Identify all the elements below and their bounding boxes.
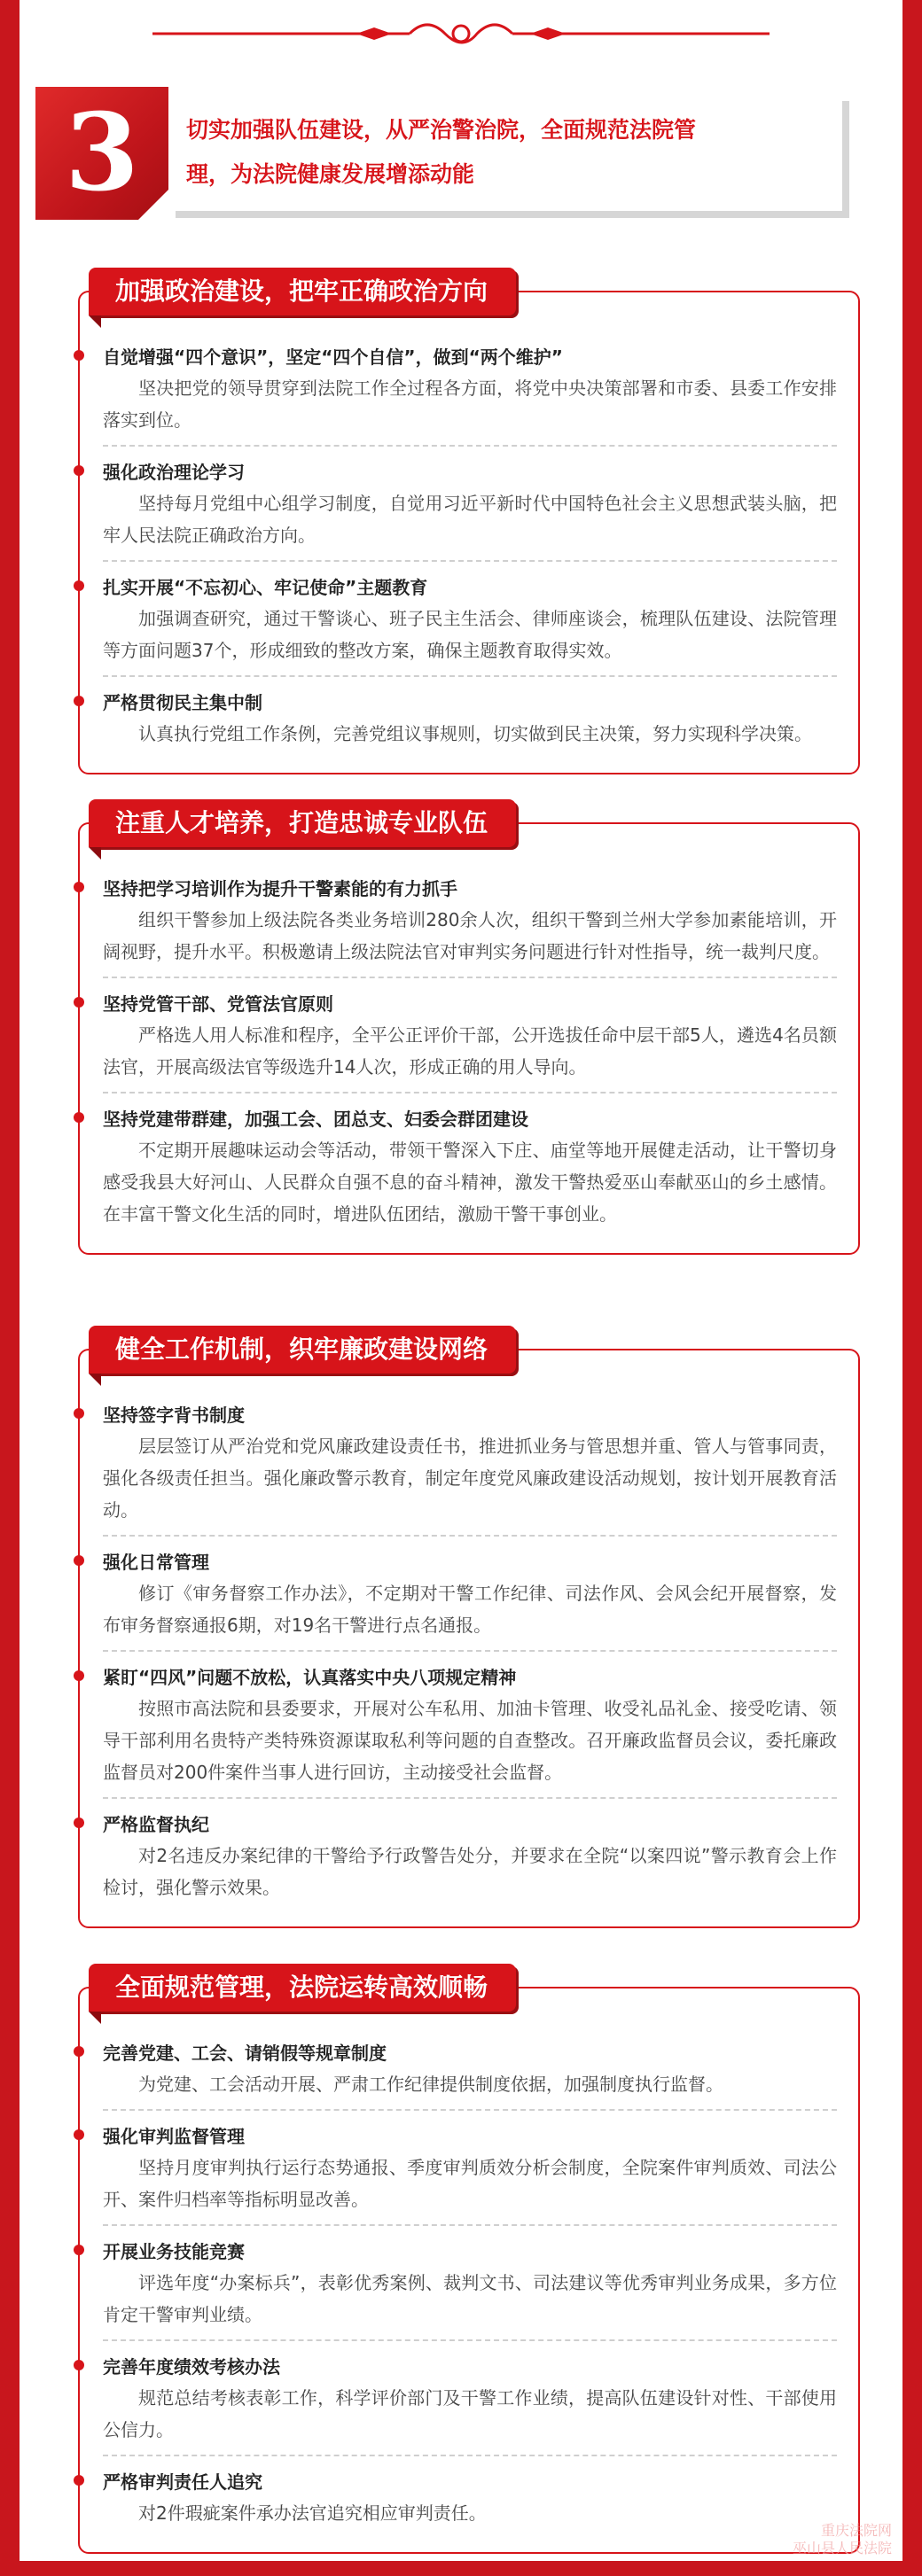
bullet-dot bbox=[74, 1408, 84, 1419]
list-item bbox=[103, 2111, 837, 2226]
badge-fold-corner bbox=[138, 190, 168, 220]
item-text: 加强调查研究，通过干警谈心、班子民主生活会、律师座谈会，梳理队伍建设、法院管理等方面问题37个，形成细致的整改方案，确保主题教育取得实效。 bbox=[103, 608, 837, 661]
list-item bbox=[103, 562, 837, 677]
bullet-dot bbox=[74, 465, 84, 476]
header-title-panel bbox=[168, 94, 842, 211]
item-text: 组织干警参加上级法院各类业务培训280余人次，组织干警到兰州大学参加素能培训，开阔视野，提升水平。积极邀请上级法院法官对审判实务问题进行针对性指导，统一裁判尺度。 bbox=[103, 909, 837, 962]
item-heading: 坚持签字背书制度 bbox=[103, 1405, 245, 1426]
section-integrity-mechanism bbox=[78, 1335, 860, 1928]
item-text: 按照市高法院和县委要求，开展对公车私用、加油卡管理、收受礼品礼金、接受吃请、领导干部利用名贵特产类特殊资源谋取私利等问题的自查整改。召开廉政监督员会议，委托廉政监督员对200件案件当事人进行回访，主动接受社会监督。 bbox=[103, 1698, 837, 1783]
list-item bbox=[103, 1389, 837, 1537]
list-item bbox=[103, 447, 837, 562]
item-text: 为党建、工会活动开展、严肃工作纪律提供制度依据，加强制度执行监督。 bbox=[138, 2074, 723, 2095]
bullet-dot bbox=[74, 1112, 84, 1123]
item-heading: 严格审判责任人追究 bbox=[103, 2471, 262, 2493]
item-text: 坚持月度审判执行运行态势通报、季度审判质效分析会制度，全院案件审判质效、司法公开、案件归档率等指标明显改善。 bbox=[103, 2157, 837, 2210]
list-item bbox=[103, 1093, 837, 1239]
section-title: 健全工作机制，织牢廉政建设网络 bbox=[89, 1326, 516, 1374]
item-heading: 坚持党管干部、党管法官原则 bbox=[103, 993, 333, 1015]
bullet-dot bbox=[74, 2129, 84, 2140]
item-heading: 紧盯“四风”问题不放松，认真落实中央八项规定精神 bbox=[103, 1667, 517, 1688]
watermark-line-1: 重庆法院网 bbox=[820, 2522, 892, 2539]
bullet-dot bbox=[74, 2245, 84, 2255]
list-item bbox=[103, 978, 837, 1093]
item-text: 层层签订从严治党和党风廉政建设责任书，推进抓业务与管思想并重、管人与管事同责，强化各级责任担当。强化廉政警示教育，制定年度党风廉政建设活动规划，按计划开展教育活动。 bbox=[103, 1436, 837, 1521]
bullet-dot bbox=[74, 2046, 84, 2057]
section-standardized-management bbox=[78, 1973, 860, 2554]
section-talent-training bbox=[78, 808, 860, 1255]
list-item bbox=[103, 1537, 837, 1652]
section-number-header bbox=[35, 87, 873, 220]
item-text: 对2件瑕疵案件承办法官追究相应审判责任。 bbox=[138, 2502, 487, 2524]
bullet-dot bbox=[74, 350, 84, 361]
item-heading: 开展业务技能竞赛 bbox=[103, 2241, 245, 2262]
page bbox=[20, 0, 902, 2561]
list-item bbox=[103, 2456, 837, 2538]
bullet-dot bbox=[74, 1817, 84, 1828]
list-item bbox=[103, 1799, 837, 1912]
header-title-line-1: 切实加强队伍建设，从严治警治院，全面规范法院管 bbox=[186, 117, 697, 143]
item-heading: 强化政治理论学习 bbox=[103, 462, 245, 483]
section-title: 加强政治建设，把牢正确政治方向 bbox=[89, 268, 516, 315]
item-text: 坚决把党的领导贯穿到法院工作全过程各方面，将党中央决策部署和市委、县委工作安排落实到位。 bbox=[103, 377, 837, 431]
item-text: 对2名违反办案纪律的干警给予行政警告处分，并要求在全院“以案四说”警示教育会上作检讨，强化警示效果。 bbox=[103, 1845, 837, 1898]
ornamental-divider bbox=[20, 16, 902, 51]
section-number-badge bbox=[35, 87, 168, 220]
list-item bbox=[103, 2341, 837, 2456]
item-heading: 完善年度绩效考核办法 bbox=[103, 2356, 280, 2378]
list-item bbox=[103, 2027, 837, 2111]
item-heading: 强化审判监督管理 bbox=[103, 2126, 245, 2147]
item-heading: 严格贯彻民主集中制 bbox=[103, 692, 262, 713]
list-item bbox=[103, 1652, 837, 1799]
section-number: 3 bbox=[65, 90, 139, 215]
watermark bbox=[793, 2522, 892, 2557]
item-heading: 坚持党建带群建，加强工会、团总支、妇委会群团建设 bbox=[103, 1109, 528, 1130]
bullet-dot bbox=[74, 1555, 84, 1566]
item-text: 规范总结考核表彰工作，科学评价部门及干警工作业绩，提高队伍建设针对性、干部使用公信力。 bbox=[103, 2387, 837, 2440]
list-item bbox=[103, 863, 837, 978]
section-title: 全面规范管理，法院运转高效顺畅 bbox=[89, 1964, 516, 2012]
header-title-line-2: 理，为法院健康发展增添动能 bbox=[186, 161, 475, 187]
bullet-dot bbox=[74, 1670, 84, 1681]
bullet-dot bbox=[74, 580, 84, 591]
section-political-building bbox=[78, 276, 860, 774]
watermark-line-2: 巫山县人民法院 bbox=[792, 2540, 892, 2557]
list-item bbox=[103, 677, 837, 759]
item-heading: 坚持把学习培训作为提升干警素能的有力抓手 bbox=[103, 878, 457, 899]
section-title: 注重人才培养，打造忠诚专业队伍 bbox=[89, 799, 516, 847]
item-text: 不定期开展趣味运动会等活动，带领干警深入下庄、庙堂等地开展健走活动，让干警切身感受我县大好河山、人民群众自强不息的奋斗精神，激发干警热爱巫山奉献巫山的乡土感情。在丰富干警文化生活的同时，增进队伍团结，激励干警干事创业。 bbox=[103, 1140, 837, 1225]
bullet-dot bbox=[74, 997, 84, 1008]
list-item bbox=[103, 2226, 837, 2341]
item-text: 严格选人用人标准和程序，全平公正评价干部，公开选拔任命中层干部5人，遴选4名员额法官，开展高级法官等级选升14人次，形成正确的用人导向。 bbox=[103, 1024, 837, 1078]
item-heading: 严格监督执纪 bbox=[103, 1814, 209, 1835]
item-text: 修订《审务督察工作办法》，不定期对干警工作纪律、司法作风、会风会纪开展督察，发布审务督察通报6期，对19名干警进行点名通报。 bbox=[103, 1583, 837, 1636]
bullet-dot bbox=[74, 696, 84, 706]
item-heading: 自觉增强“四个意识”，坚定“四个自信”，做到“两个维护” bbox=[103, 346, 563, 368]
bullet-dot bbox=[74, 2360, 84, 2370]
item-text: 评选年度“办案标兵”，表彰优秀案例、裁判文书、司法建议等优秀审判业务成果，多方位肯定干警审判业绩。 bbox=[103, 2272, 837, 2325]
item-text: 坚持每月党组中心组学习制度，自觉用习近平新时代中国特色社会主义思想武装头脑，把牢人民法院正确政治方向。 bbox=[103, 493, 837, 546]
item-heading: 扎实开展“不忘初心、牢记使命”主题教育 bbox=[103, 577, 428, 598]
item-heading: 强化日常管理 bbox=[103, 1552, 209, 1573]
bullet-dot bbox=[74, 2475, 84, 2486]
bullet-dot bbox=[74, 882, 84, 892]
item-text: 认真执行党组工作条例，完善党组议事规则，切实做到民主决策，努力实现科学决策。 bbox=[138, 723, 812, 744]
list-item bbox=[103, 331, 837, 447]
item-heading: 完善党建、工会、请销假等规章制度 bbox=[103, 2043, 387, 2064]
